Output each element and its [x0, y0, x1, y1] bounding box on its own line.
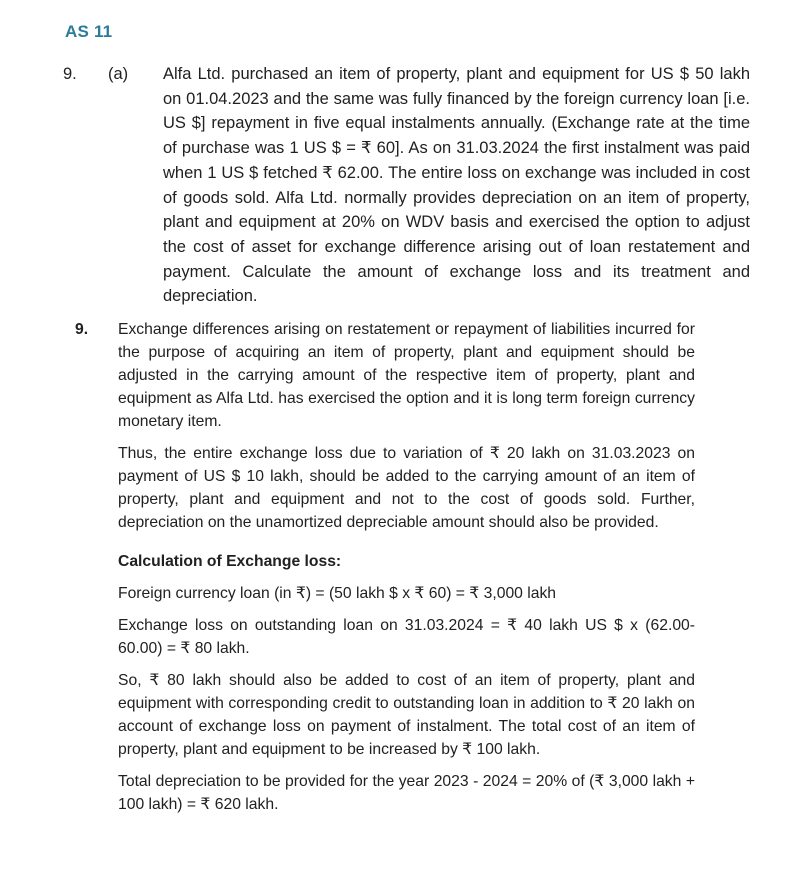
- answer-number: 9.: [75, 321, 89, 339]
- answer-body: [118, 318, 695, 825]
- document-page: [0, 22, 800, 881]
- answer-paragraph-restatement: Exchange differences arising on restatement or repayment of liabilities incurred for the purpose of acquiring an item of property, plant and equipment should be adjusted in the carrying amount of the respective item of property, plant and equipment as Alfa Ltd. has exercised the option and it is long term foreign currency monetary item.: [118, 321, 695, 431]
- section-header: AS 11: [65, 22, 113, 41]
- calc-line-total-depreciation: Total depreciation to be provided for the year 2023 - 2024 = 20% of (₹ 3,000 lakh + 100 lakh) = ₹ 620 lakh.: [118, 773, 695, 814]
- question-part-label: (a): [108, 65, 129, 83]
- calc-line-total-cost: So, ₹ 80 lakh should also be added to cost of an item of property, plant and equipment with corresponding credit to outstanding loan in addition to ₹ 20 lakh on account of exchange loss on payment of instalment. The total cost of an item of property, plant and equipment to be increased by ₹ 100 lakh.: [118, 672, 695, 759]
- calc-line-foreign-currency-loan: Foreign currency loan (in ₹) = (50 lakh $ x ₹ 60) = ₹ 3,000 lakh: [118, 585, 557, 603]
- answer-block: [0, 318, 800, 825]
- answer-paragraph-exchange-loss: Thus, the entire exchange loss due to variation of ₹ 20 lakh on 31.03.2023 on payment of US $ 10 lakh, should be added to the carrying amount of an item of property, plant and equipment and not to the cost of goods sold. Further, depreciation on the unamortized depreciable amount should also be provided.: [118, 445, 695, 532]
- question-number: 9.: [63, 65, 77, 83]
- calculation-heading: Calculation of Exchange loss:: [118, 553, 342, 571]
- question-block: [0, 62, 800, 309]
- calc-line-exchange-loss-outstanding: Exchange loss on outstanding loan on 31.03.2024 = ₹ 40 lakh US $ x (62.00-60.00) = ₹ 80 lakh.: [118, 617, 695, 658]
- question-text: Alfa Ltd. purchased an item of property, plant and equipment for US $ 50 lakh on 01.04.2023 and the same was fully financed by the foreign currency loan [i.e. US $] repayment in five equal instalments annually. (Exchange rate at the time of purchase was 1 US $ = ₹ 60]. As on 31.03.2024 the first instalment was paid when 1 US $ fetched ₹ 62.00. The entire loss on exchange was included in cost of goods sold. Alfa Ltd. normally provides depreciation on an item of property, plant and equipment at 20% on WDV basis and exercised the option to adjust the cost of asset for exchange difference arising out of loan restatement and payment. Calculate the amount of exchange loss and its treatment and depreciation.: [163, 65, 750, 306]
